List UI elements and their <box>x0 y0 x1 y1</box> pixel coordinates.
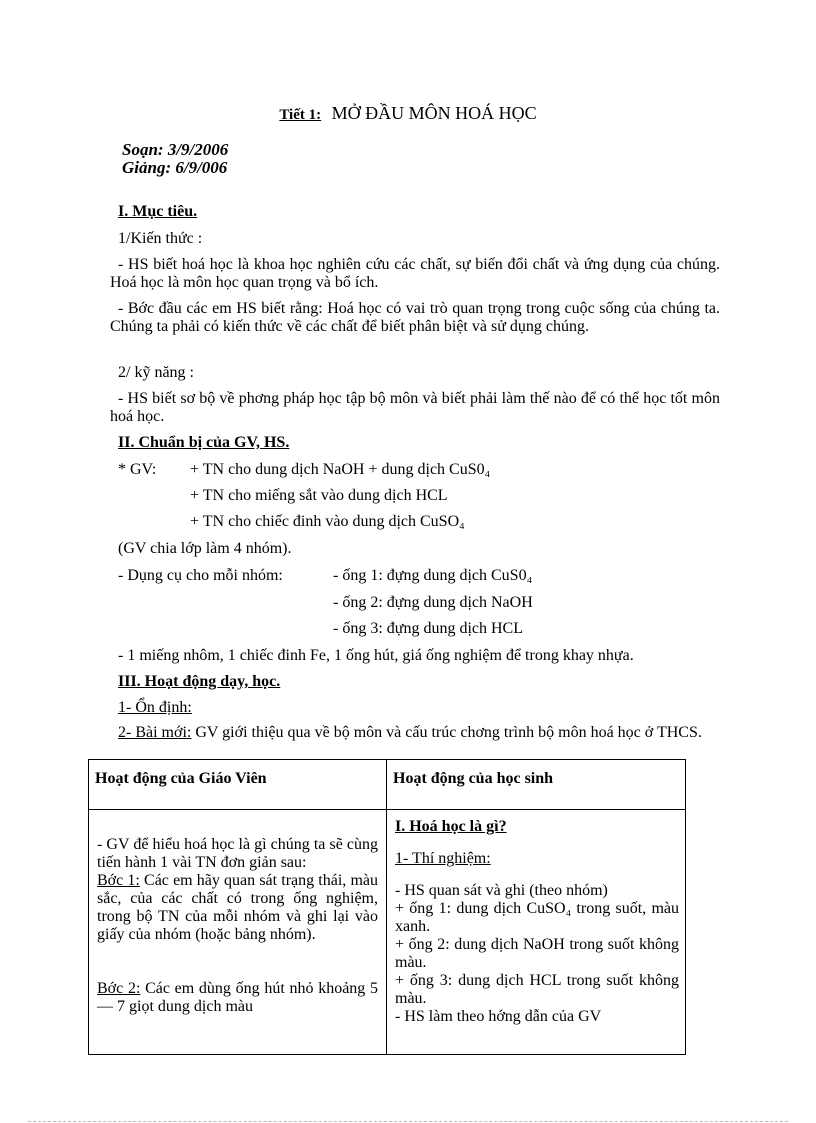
student-activity-cell <box>387 810 686 1055</box>
activity-table <box>88 759 686 1055</box>
page-bottom-edge <box>28 1121 788 1122</box>
section-3-heading: III. Hoạt động dạy, học. <box>118 673 281 690</box>
teacher-activity-cell <box>89 810 387 1055</box>
hs-line-3: + ống 2: dung dịch NaOH trong suốt không màu. <box>395 936 679 971</box>
ong-1: - ống 1: đựng dung dịch CuS0₄ <box>333 567 533 584</box>
ong-3: - ống 3: đựng dung dịch HCL <box>333 620 523 637</box>
misc-equipment: - 1 miếng nhôm, 1 chiếc đinh Fe, 1 ống hút, giá ống nghiệm để trong khay nhựa. <box>118 647 634 664</box>
skill-paragraph: - HS biết sơ bộ về phơng pháp học tập bộ môn và biết phải làm thế nào để có thể học tốt môn hoá học. <box>110 390 720 425</box>
buoc-2-text: Các em dùng ống hút nhỏ khoảng 5 — 7 giọt dung dịch màu <box>97 980 378 1015</box>
bai-moi-text: GV giới thiệu qua về bộ môn và cấu trúc chơng trình bộ môn hoá học ở THCS. <box>191 724 702 741</box>
table-header-student: Hoạt động của học sinh <box>387 760 686 810</box>
bai-moi-paragraph <box>110 724 720 742</box>
giang-date: Giảng: 6/9/006 <box>122 158 228 177</box>
section-1-heading: I. Mục tiêu. <box>118 203 198 220</box>
gv-item-1: + TN cho dung dịch NaOH + dung dịch CuS0₄ <box>190 461 491 478</box>
buoc-1 <box>97 872 378 944</box>
hs-heading: I. Hoá học là gì? <box>395 818 507 835</box>
hs-subheading: 1- Thí nghiệm: <box>395 850 491 867</box>
lesson-title: MỞ ĐẦU MÔN HOÁ HỌC <box>331 103 537 123</box>
bai-moi-label: 2- Bài mới: <box>118 724 192 741</box>
table-header-teacher: Hoạt động của Giáo Viên <box>89 760 387 810</box>
gv-intro: - GV để hiểu hoá học là gì chúng ta sẽ cùng tiến hành 1 vài TN đơn giản sau: <box>97 836 378 871</box>
on-dinh: 1- Ổn định: <box>118 699 192 716</box>
lesson-label: Tiết 1: <box>279 107 322 123</box>
hs-line-5: - HS làm theo hớng dẫn của GV <box>395 1008 602 1025</box>
buoc-2-label: Bớc 2: <box>97 980 141 997</box>
soan-date: Soạn: 3/9/2006 <box>122 140 229 159</box>
objective-paragraph-2: - Bớc đầu các em HS biết rằng: Hoá học có vai trò quan trọng trong cuộc sống của chúng ta. Chúng ta phải có kiến thức về các chất để biết phân biệt và sử dụng chúng. <box>110 300 720 335</box>
buoc-2 <box>97 980 378 1016</box>
hs-line-2: + ống 1: dung dịch CuSO₄ trong suốt, màu xanh. <box>395 900 679 935</box>
gv-label: * GV: <box>118 461 157 478</box>
buoc-1-label: Bớc 1: <box>97 872 140 889</box>
hs-line-4: + ống 3: dung dịch HCL trong suốt không màu. <box>395 972 679 1007</box>
section-2-heading: II. Chuẩn bị của GV, HS. <box>118 434 290 451</box>
gv-item-3: + TN cho chiếc đinh vào dung dịch CuSO₄ <box>190 513 465 530</box>
hs-line-1: - HS quan sát và ghi (theo nhóm) <box>395 882 608 899</box>
ky-nang-subheading: 2/ kỹ năng : <box>118 364 194 381</box>
gv-item-2: + TN cho miếng sắt vào dung dịch HCL <box>190 487 448 504</box>
kien-thuc-subheading: 1/Kiến thức : <box>118 230 203 247</box>
group-note: (GV chia lớp làm 4 nhóm). <box>118 540 292 557</box>
objective-paragraph-1: - HS biết hoá học là khoa học nghiên cứu các chất, sự biến đổi chất và ứng dụng của chúng. Hoá học là môn học quan trọng và bổ ích. <box>110 256 720 291</box>
ong-2: - ống 2: đựng dung dịch NaOH <box>333 594 533 611</box>
page-title <box>0 103 816 124</box>
dung-cu-label: - Dụng cụ cho mỗi nhóm: <box>118 567 283 584</box>
buoc-1-text: Các em hãy quan sát trạng thái, màu sắc, của các chất có trong ống nghiệm, trong bộ TN của mỗi nhóm và ghi lại vào giấy của nhóm (hoặc bảng nhóm). <box>97 872 379 943</box>
